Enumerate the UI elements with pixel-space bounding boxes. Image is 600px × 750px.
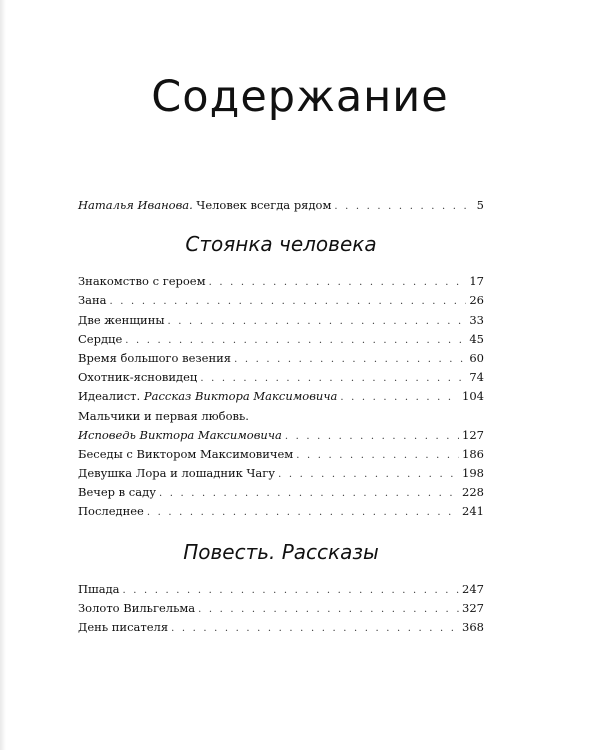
toc-page-number: 45	[469, 331, 484, 346]
toc-entry[interactable]	[78, 599, 484, 618]
toc-entry-label	[78, 196, 331, 215]
dot-leader	[123, 581, 460, 600]
toc-page-number: 26	[469, 293, 484, 308]
intro-title: Человек всегда рядом	[192, 198, 332, 212]
toc-entry-label: Исповедь Виктора Максимовича	[78, 427, 282, 442]
toc-entry[interactable]	[78, 368, 484, 387]
dot-leader	[234, 350, 466, 369]
toc-entry-label: Охотник-ясновидец	[78, 370, 198, 385]
section2-entries	[78, 580, 484, 638]
dot-leader	[159, 484, 459, 503]
dot-leader	[147, 503, 459, 522]
section-title-povest: Повесть. Рассказы	[183, 539, 379, 564]
toc-entry[interactable]	[78, 272, 484, 291]
toc-page-number: 104	[462, 389, 484, 404]
dot-leader	[334, 197, 473, 216]
toc-entry-label: Золото Вильгельма	[78, 600, 196, 615]
table-of-contents	[78, 196, 484, 637]
toc-entry-label: Время большого везения	[78, 350, 232, 365]
page-title: Содержание	[151, 72, 449, 122]
toc-page-number: 33	[469, 312, 484, 327]
toc-page-number: 368	[462, 620, 484, 634]
toc-entry-idealist[interactable]	[78, 387, 484, 406]
toc-entry-label: Две женщины	[78, 312, 165, 327]
toc-entry[interactable]	[78, 445, 484, 464]
idealist-subtitle: Рассказ Виктора Максимовича	[140, 389, 338, 404]
dot-leader	[200, 369, 466, 388]
toc-entry-label: Последнее	[78, 504, 144, 519]
toc-entry[interactable]	[78, 311, 484, 330]
toc-entry[interactable]	[78, 618, 484, 637]
dot-leader	[209, 273, 467, 292]
toc-group-heading: Мальчики и первая любовь.	[78, 408, 249, 423]
dot-leader	[171, 619, 459, 638]
dot-leader	[296, 446, 459, 465]
toc-entry-label: Зана	[78, 293, 107, 308]
toc-entry[interactable]	[78, 580, 484, 599]
section-title-stoyanka: Стоянка человека	[185, 232, 377, 257]
toc-page-number: 127	[462, 427, 484, 442]
toc-page-number: 247	[462, 581, 484, 596]
section1-entries	[78, 272, 484, 521]
toc-entry[interactable]	[78, 483, 484, 502]
dot-leader	[168, 312, 467, 331]
dot-leader	[125, 331, 466, 350]
intro-author: Наталья Иванова.	[78, 198, 193, 212]
toc-entry-label: Знакомство с героем	[78, 274, 206, 289]
toc-page-number: 228	[462, 485, 484, 500]
dot-leader	[110, 292, 467, 311]
toc-page-number: 5	[476, 198, 484, 212]
toc-entry[interactable]	[78, 330, 484, 349]
toc-entry[interactable]	[78, 291, 484, 310]
dot-leader	[285, 427, 459, 446]
dot-leader	[340, 388, 459, 407]
toc-page-number: 198	[462, 466, 484, 481]
idealist-title: Идеалист.	[78, 389, 141, 404]
toc-entry-label: Сердце	[78, 331, 123, 346]
toc-entry-label: Беседы с Виктором Максимовичем	[78, 446, 294, 461]
toc-entry-label	[78, 387, 337, 406]
toc-entry-confession[interactable]	[78, 426, 484, 445]
toc-page-number: 60	[469, 350, 484, 365]
toc-entry[interactable]	[78, 464, 484, 483]
toc-entry[interactable]	[78, 349, 484, 368]
toc-entry-label: Вечер в саду	[78, 485, 156, 500]
toc-entry-label: Девушка Лора и лошадник Чагу	[78, 466, 276, 481]
dot-leader	[278, 465, 459, 484]
toc-entry-label: День писателя	[78, 620, 169, 634]
dot-leader	[198, 600, 459, 619]
toc-entry-label: Пшада	[78, 581, 120, 596]
toc-page-number: 74	[469, 370, 484, 385]
toc-page-number: 241	[462, 504, 484, 519]
toc-entry-intro[interactable]	[78, 196, 484, 215]
toc-page-number: 17	[469, 274, 484, 289]
toc-page-number: 186	[462, 446, 484, 461]
toc-entry[interactable]	[78, 502, 484, 521]
toc-page-number: 327	[462, 600, 484, 615]
